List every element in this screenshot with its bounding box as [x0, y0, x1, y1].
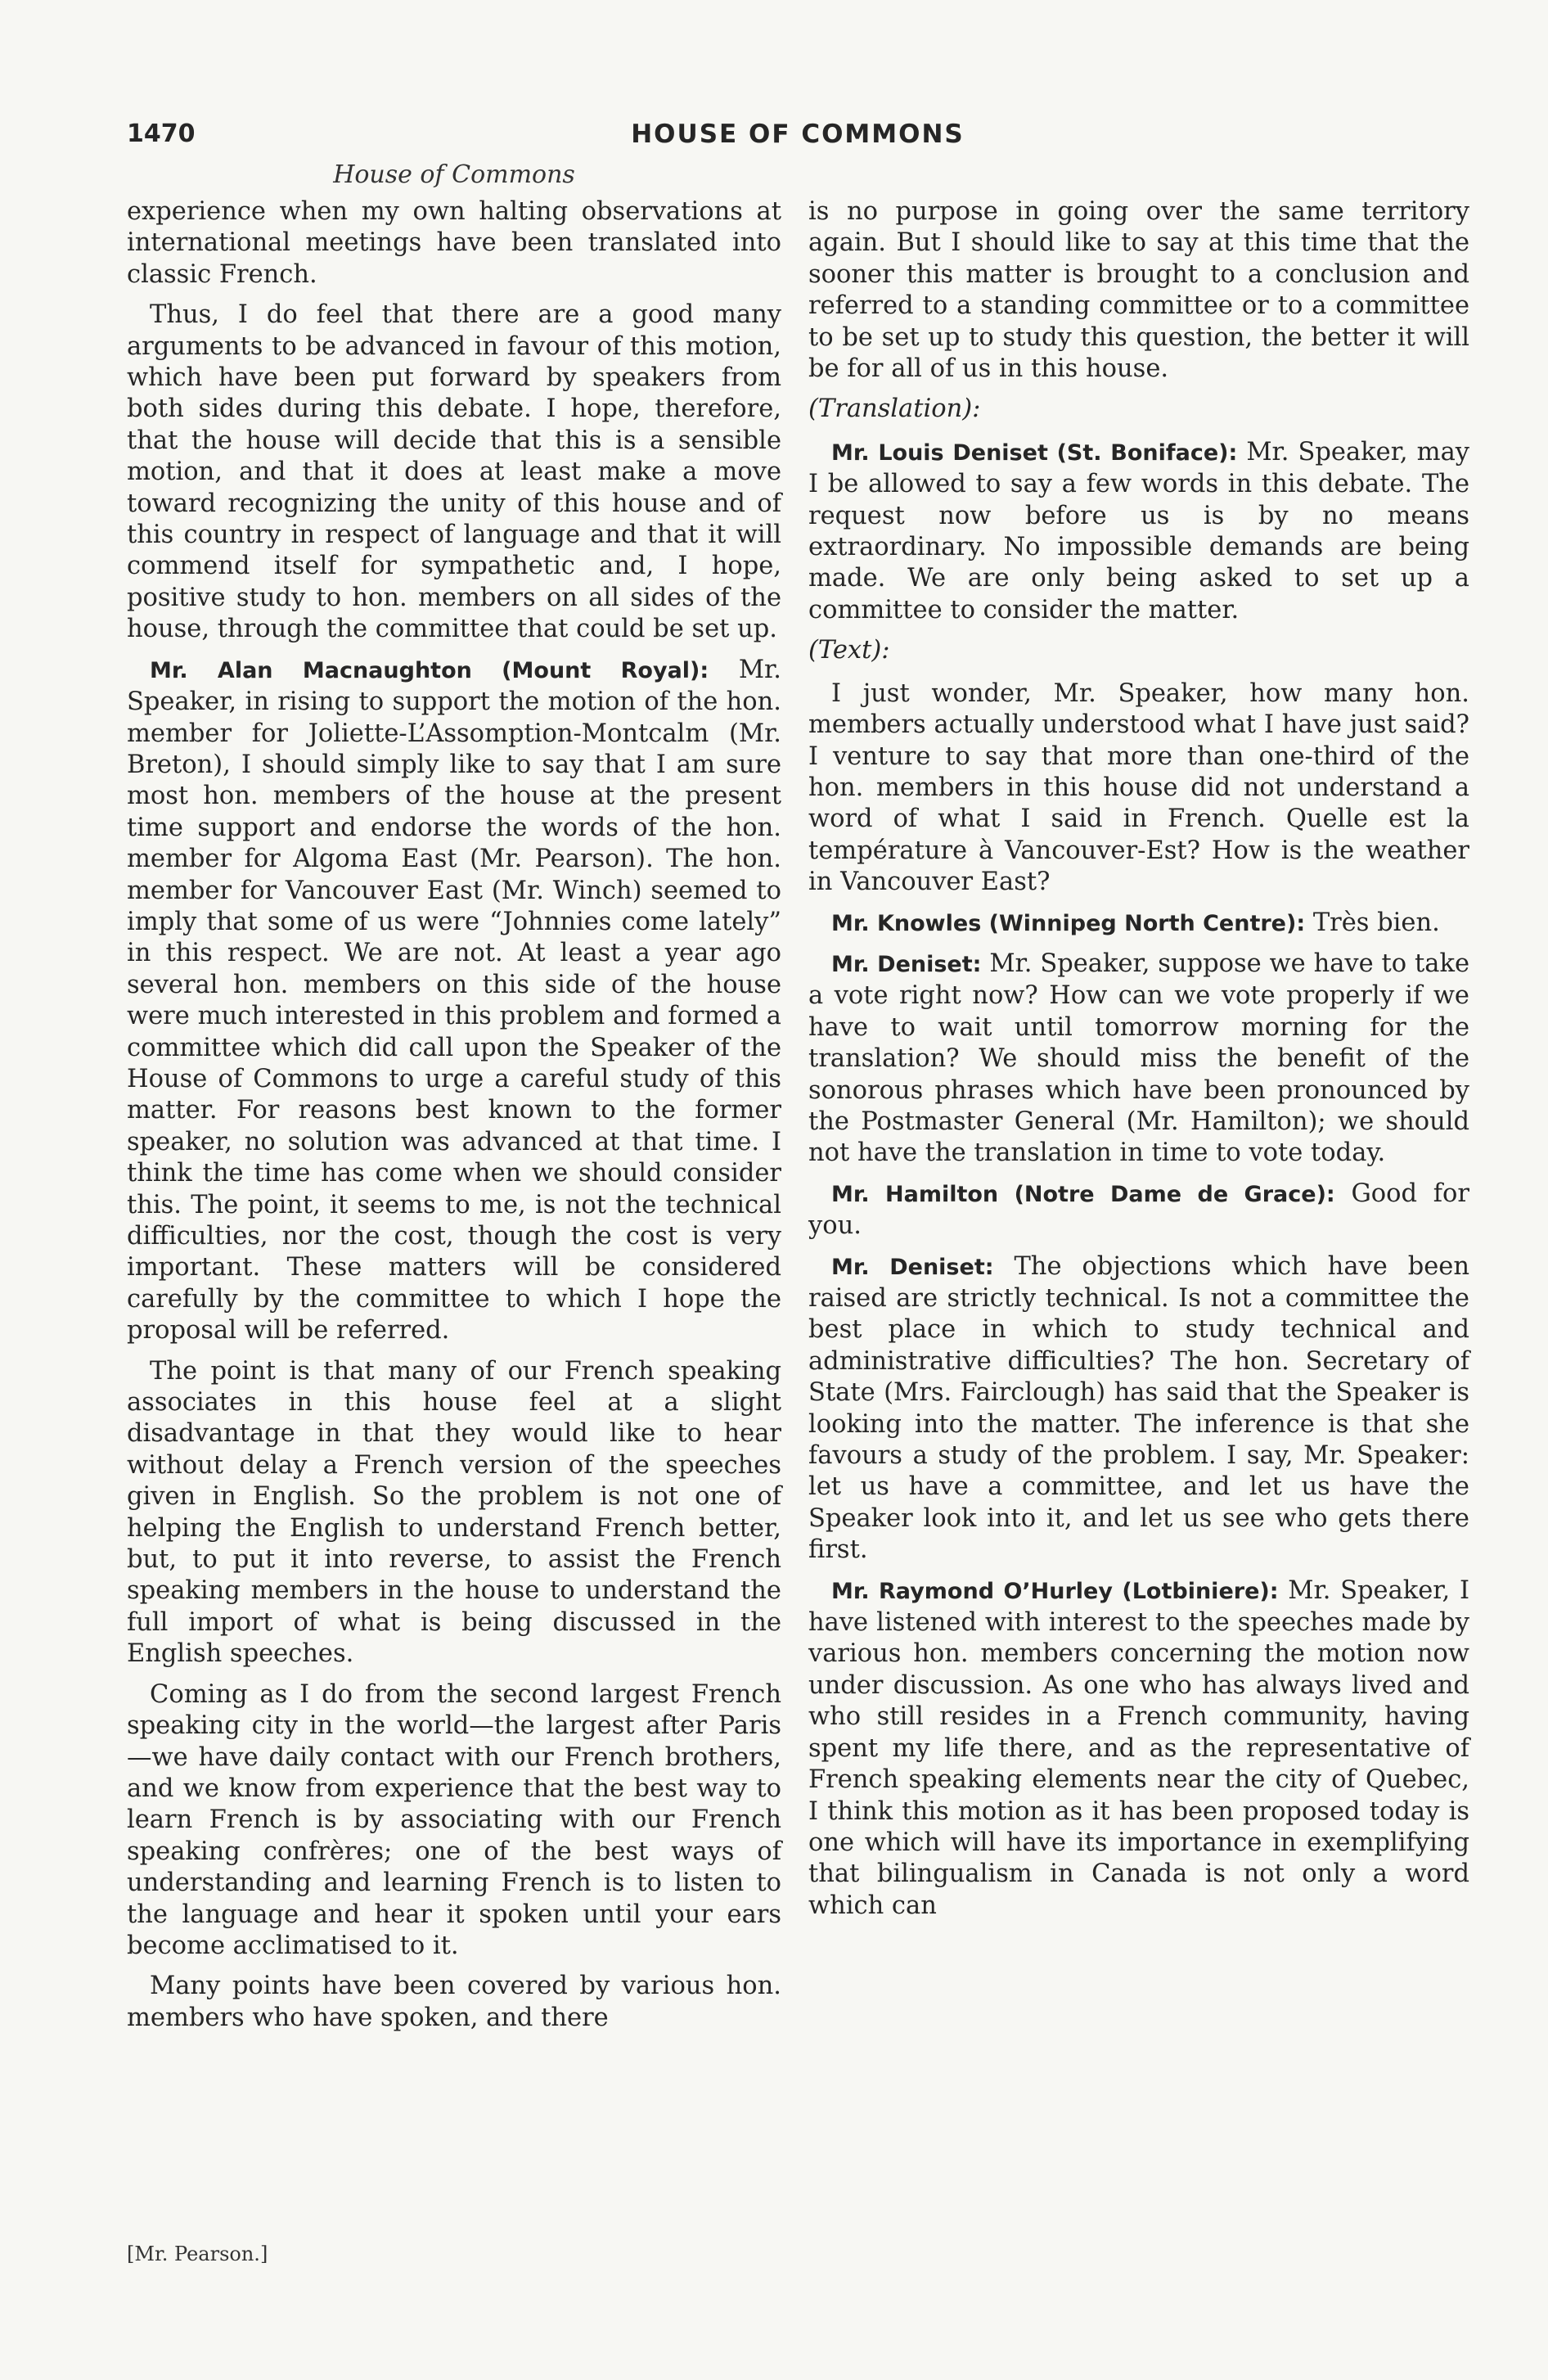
speech-text: Mr. Speaker, suppose we have to take a vote right now? How can we vote properly if we have to wait until tomorrow morning for the translation? We should miss the benefit of the sonorous phrases which have been pronounced by the Postmaster General (Mr. Hamilton); we should not have the translation in time to vote today. [808, 949, 1469, 1168]
section-subheading: House of Commons [333, 160, 575, 189]
speaker-name: Mr. Knowles (Winnipeg North Centre): [831, 910, 1306, 936]
speech-text: Mr. Speaker, in rising to support the motion of the hon. member for Joliette-L’Assomption-Montcalm (Mr. Breton), I should simply like to say that I am sure most hon. members of the house at the present time support and endorse the words of the hon. member for Algoma East (Mr. Pearson). The hon. member for Vancouver East (Mr. Winch) seemed to imply that some of us were “Johnnies come lately” in this respect. We are not. At least a year ago several hon. members on this side of the house were much interested in this problem and formed a committee which did call upon the Speaker of the House of Commons to urge a careful study of this matter. For reasons best known to the former speaker, no solution was advanced at that time. I think the time has come when we should consider this. The point, it seems to me, is not the technical difficulties, nor the cost, though the cost is very important. These matters will be considered carefully by the committee to which I hope the proposal will be referred. [127, 655, 781, 1346]
paragraph: is no purpose in going over the same territory again. But I should like to say at this time that the sooner this matter is brought to a conclusion and referred to a standing committee or to a committee to be set up to study this question, the better it will be for all of us in this house. [808, 197, 1469, 384]
speech-text: Mr. Speaker, may I be allowed to say a few words in this debate. The request now before us is by no means extraordinary. No impossible demands are being made. We are only being asked to set up a committee to consider the matter. [808, 437, 1469, 624]
left-column [127, 196, 781, 2043]
footer-speaker-note: [Mr. Pearson.] [127, 2243, 268, 2265]
speaker-name: Mr. Alan Macnaughton (Mount Royal): [150, 657, 709, 683]
speech-text: Très bien. [1312, 908, 1440, 937]
speaker-name: Mr. Hamilton (Notre Dame de Grace): [831, 1181, 1335, 1207]
speech-paragraph [808, 1575, 1469, 1922]
speaker-name: Mr. Deniset: [831, 951, 982, 977]
speech-paragraph [808, 908, 1469, 940]
page-number: 1470 [127, 119, 196, 148]
speech-text: Good for you. [808, 1179, 1469, 1241]
paragraph: I just wonder, Mr. Speaker, how many hon. members actually understood what I have just said? I venture to say that more than one-third of the hon. members in this house did not understand a word of what I said in French. Quelle est la température à Vancouver-Est? How is the weather in Vancouver East? [808, 678, 1469, 897]
speech-paragraph [808, 1179, 1469, 1242]
speech-text: The objections which have been raised are strictly technical. Is not a committee the best place in which to study technical and administrative difficulties? The hon. Secretary of State (Mrs. Fairclough) has said that the Speaker is looking into the matter. The inference is that she favours a study of the problem. I say, Mr. Speaker: let us have a committee, and let us have the Speaker look into it, and let us see who gets there first. [808, 1251, 1469, 1565]
paragraph: Thus, I do feel that there are a good many arguments to be advanced in favour of this motion, which have been put forward by speakers from both sides during this debate. I hope, therefore, that the house will decide that this is a sensible motion, and that it does at least make a move toward recognizing the unity of this house and of this country in respect of language and that it will commend itself for sympathetic and, I hope, positive study to hon. members on all sides of the house, through the committee that could be set up. [127, 300, 781, 644]
speech-paragraph [808, 437, 1469, 626]
text-marker: (Text): [808, 636, 890, 665]
speaker-name: Mr. Louis Deniset (St. Boniface): [831, 439, 1238, 466]
speech-paragraph [127, 655, 781, 1347]
speaker-name: Mr. Raymond O’Hurley (Lotbiniere): [831, 1578, 1279, 1604]
paragraph: experience when my own halting observations at international meetings have been translated into classic French. [127, 197, 781, 289]
paragraph: The point is that many of our French speaking associates in this house feel at a slight disadvantage in that they would like to hear without delay a French version of the speeches given in English. So the problem is not one of helping the English to understand French better, but, to put it into reverse, to assist the French speaking members in the house to understand the full import of what is being discussed in the English speeches. [127, 1356, 781, 1669]
page-header [127, 119, 1469, 162]
speech-text: Mr. Speaker, I have listened with interest to the speeches made by various hon. members concerning the motion now under discussion. As one who has always lived and who still resides in a French community, having spent my life there, and as the representative of French speaking elements near the city of Quebec, I think this motion as it has been proposed today is one which will have its importance in exemplifying that bilingualism in Canada is not only a word which can [808, 1575, 1469, 1920]
paragraph: Coming as I do from the second largest French speaking city in the world—the largest after Paris—we have daily contact with our French brothers, and we know from experience that the best way to learn French is by associating with our French speaking confrères; one of the best ways of understanding and learning French is to listen to the language and hear it spoken until your ears become acclimatised to it. [127, 1679, 781, 1960]
speech-paragraph [808, 949, 1469, 1170]
running-title: HOUSE OF COMMONS [631, 119, 965, 149]
right-column [808, 196, 1469, 1931]
speech-paragraph [808, 1251, 1469, 1566]
paragraph: Many points have been covered by various hon. members who have spoken, and there [127, 1972, 781, 2032]
translation-marker: (Translation): [808, 394, 981, 424]
speaker-name: Mr. Deniset: [831, 1254, 994, 1280]
